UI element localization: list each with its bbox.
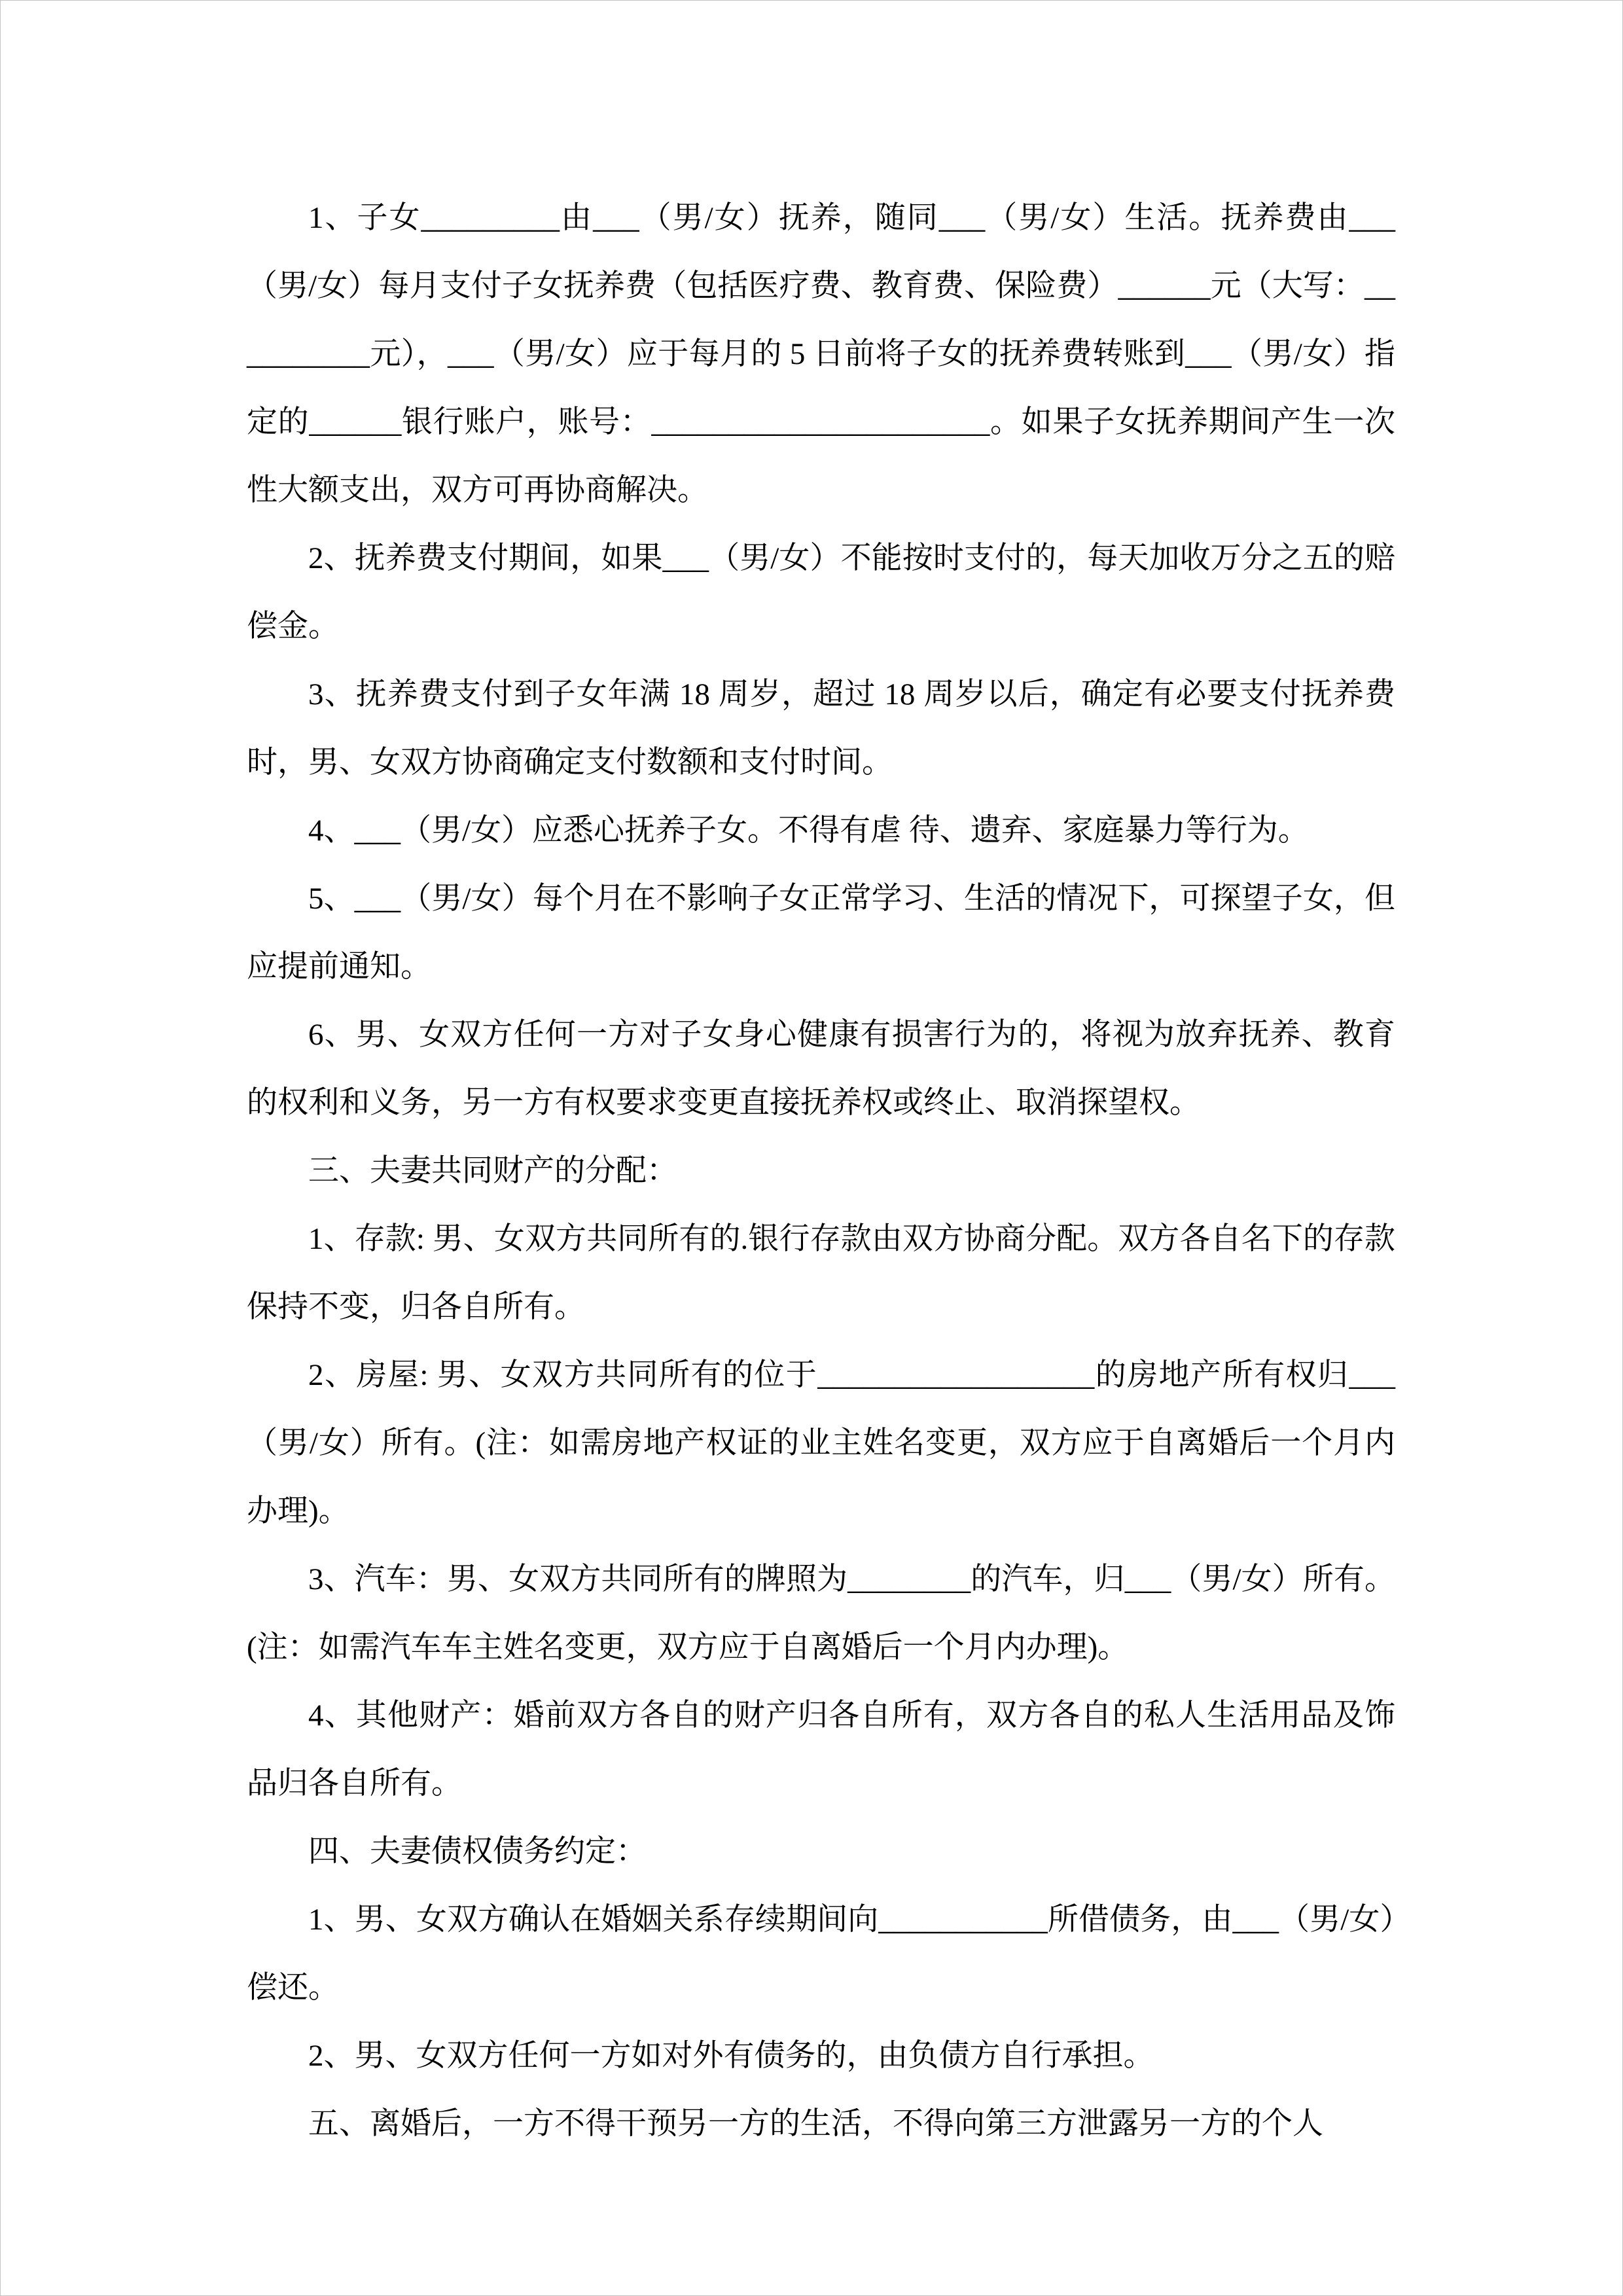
clause-paragraph: 五、离婚后，一方不得干预另一方的生活，不得向第三方泄露另一方的个人 bbox=[308, 2107, 1323, 2141]
document-body bbox=[247, 184, 1395, 2158]
clause-paragraph: 1、男、女双方确认在婚姻关系存续期间向___________所借债务，由___（男/女）偿还。 bbox=[247, 1903, 1395, 2005]
clause-paragraph: 2、抚养费支付期间，如果___（男/女）不能按时支付的，每天加收万分之五的赔偿金。 bbox=[247, 541, 1395, 643]
clause-paragraph: 3、抚养费支付到子女年满 18 周岁，超过 18 周岁以后，确定有必要支付抚养费时，男、女双方协商确定支付数额和支付时间。 bbox=[247, 677, 1395, 780]
clause-paragraph: 2、房屋: 男、女双方共同所有的位于__________________的房地产所有权归___（男/女）所有。(注：如需房地产权证的业主姓名变更，双方应于自离婚后一个月内办理)。 bbox=[247, 1358, 1395, 1528]
clause-paragraph: 4、___（男/女）应悉心抚养子女。不得有虐 待、遗弃、家庭暴力等行为。 bbox=[308, 814, 1309, 848]
section-heading: 四、夫妻债权债务约定： bbox=[308, 1835, 647, 1869]
clause-paragraph: 2、男、女双方任何一方如对外有债务的，由负债方自行承担。 bbox=[308, 2039, 1154, 2073]
clause-paragraph: 3、汽车：男、女双方共同所有的牌照为________的汽车，归___（男/女）所有。(注：如需汽车车主姓名变更，双方应于自离婚后一个月内办理)。 bbox=[247, 1562, 1395, 1664]
clause-paragraph: 1、存款: 男、女双方共同所有的.银行存款由双方协商分配。双方各自名下的存款保持不变，归各自所有。 bbox=[247, 1222, 1395, 1324]
section-heading: 三、夫妻共同财产的分配： bbox=[308, 1154, 677, 1188]
clause-paragraph: 4、其他财产：婚前双方各自的财产归各自所有，双方各自的私人生活用品及饰品归各自所有。 bbox=[247, 1698, 1395, 1801]
clause-paragraph: 6、男、女双方任何一方对子女身心健康有损害行为的，将视为放弃抚养、教育的权利和义务，另一方有权要求变更直接抚养权或终止、取消探望权。 bbox=[247, 1018, 1395, 1120]
clause-paragraph: 5、___（男/女）每个月在不影响子女正常学习、生活的情况下，可探望子女，但应提前通知。 bbox=[247, 882, 1395, 984]
clause-paragraph: 1、子女_________由___（男/女）抚养，随同___（男/女）生活。抚养费由___（男/女）每月支付子女抚养费（包括医疗费、教育费、保险费）______元（大写：__________元），___（男/女）应于每月的 5 日前将子女的抚养费转账到___（男/女）指定的______银行账户，账号：______________________。如果子女抚养期间产生一次性大额支出，双方可再协商解决。 bbox=[247, 201, 1395, 507]
